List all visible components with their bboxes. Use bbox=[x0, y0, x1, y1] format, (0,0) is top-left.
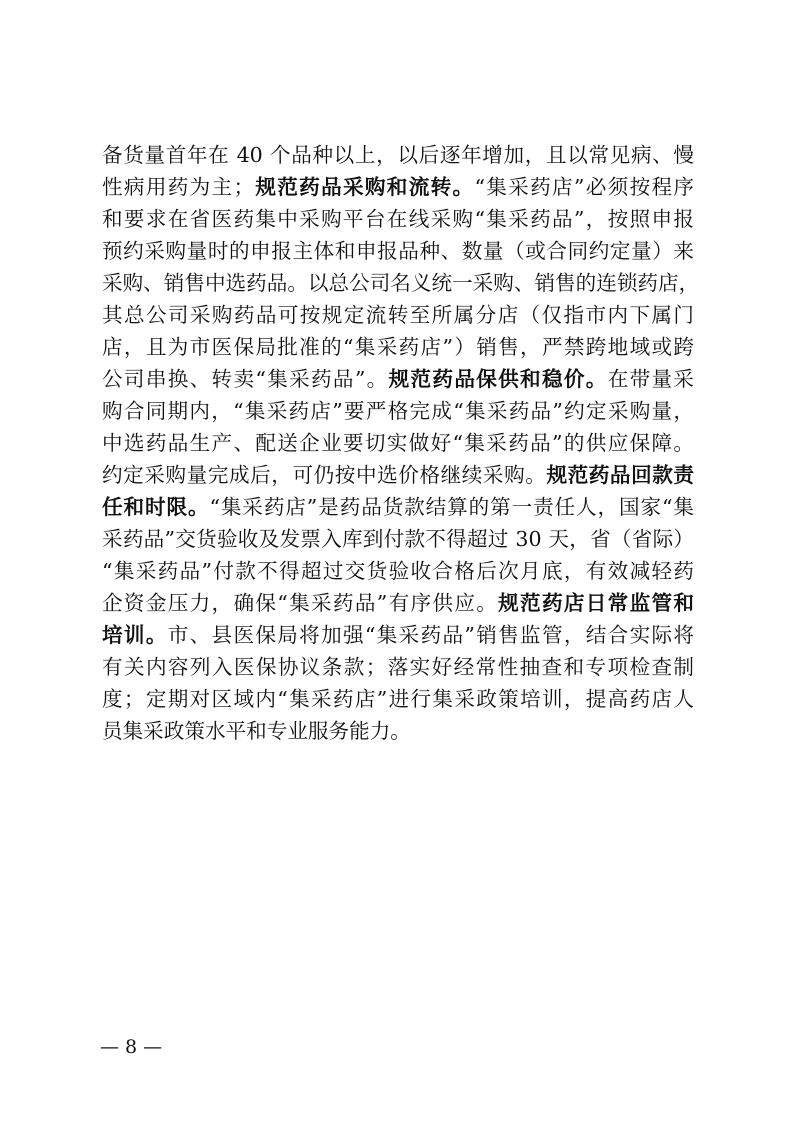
bold-heading-run: 规范药品回款责 bbox=[546, 463, 695, 487]
text-run: 中选药品生产、配送企业要切实做好“集采药品”的供应保障。 bbox=[102, 431, 694, 455]
page-number: — 8 — bbox=[100, 1036, 163, 1058]
text-line bbox=[102, 267, 700, 299]
text-line bbox=[102, 683, 694, 715]
text-line bbox=[102, 235, 694, 267]
text-run: 市、县医保局将加强“集采药品”销售监管，结合实际将 bbox=[167, 623, 695, 647]
text-run: 度；定期对区域内“集采药店”进行集采政策培训，提高药店人 bbox=[102, 687, 694, 711]
text-run: 员集采政策水平和专业服务能力。 bbox=[102, 719, 411, 743]
text-line bbox=[102, 555, 694, 587]
text-line bbox=[102, 203, 694, 235]
text-line bbox=[102, 427, 694, 459]
text-line bbox=[102, 171, 694, 203]
text-run: 店，且为市医保局批准的“集采药店”）销售，严禁跨地域或跨 bbox=[102, 335, 694, 359]
text-run: 采购、销售中选药品。以总公司名义统一采购、销售的连锁药店， bbox=[102, 271, 700, 295]
text-line bbox=[102, 587, 694, 619]
text-run: 性病用药为主； bbox=[102, 175, 255, 199]
text-line bbox=[102, 491, 694, 523]
text-line bbox=[102, 139, 694, 171]
text-run: “集采药店”是药品货款结算的第一责任人，国家“集 bbox=[209, 495, 694, 519]
text-run: 有关内容列入医保协议条款；落实好经常性抽查和专项检查制 bbox=[102, 655, 694, 679]
text-run: 和要求在省医药集中采购平台在线采购“集采药品”，按照申报 bbox=[102, 207, 694, 231]
text-line bbox=[102, 715, 694, 747]
text-line bbox=[102, 523, 694, 555]
text-run: “集采药店”必须按程序 bbox=[474, 175, 695, 199]
text-line bbox=[102, 299, 694, 331]
text-line bbox=[102, 331, 694, 363]
text-line bbox=[102, 651, 694, 683]
text-run: 其总公司采购药品可按规定流转至所属分店（仅指市内下属门 bbox=[102, 303, 694, 327]
bold-heading-run: 规范药品保供和稳价。 bbox=[388, 367, 608, 391]
bold-heading-run: 规范药品采购和流转。 bbox=[254, 175, 475, 199]
bold-heading-run: 任和时限。 bbox=[102, 495, 210, 519]
text-line bbox=[102, 619, 694, 651]
text-run: 在带量采 bbox=[607, 367, 695, 391]
text-run: 购合同期内，“集采药店”要严格完成“集采药品”约定采购量， bbox=[102, 399, 694, 423]
text-line bbox=[102, 363, 694, 395]
bold-heading-run: 培训。 bbox=[102, 623, 168, 647]
text-run: 预约采购量时的申报主体和申报品种、数量（或合同约定量）来 bbox=[102, 239, 694, 263]
text-run: “集采药品”付款不得超过交货验收合格后次月底，有效减轻药 bbox=[102, 559, 694, 583]
bold-heading-run: 规范药店日常监管和 bbox=[498, 591, 695, 615]
text-run: 约定采购量完成后，可仍按中选价格继续采购。 bbox=[102, 463, 547, 487]
text-run: 公司串换、转卖“集采药品”。 bbox=[102, 367, 389, 391]
text-run: 企资金压力，确保“集采药品”有序供应。 bbox=[102, 591, 499, 615]
text-run: 备货量首年在 40 个品种以上，以后逐年增加，且以常见病、慢 bbox=[102, 143, 694, 167]
text-line bbox=[102, 395, 694, 427]
text-run: 采药品”交货验收及发票入库到付款不得超过 30 天，省（省际） bbox=[102, 527, 694, 551]
text-line bbox=[102, 459, 694, 491]
